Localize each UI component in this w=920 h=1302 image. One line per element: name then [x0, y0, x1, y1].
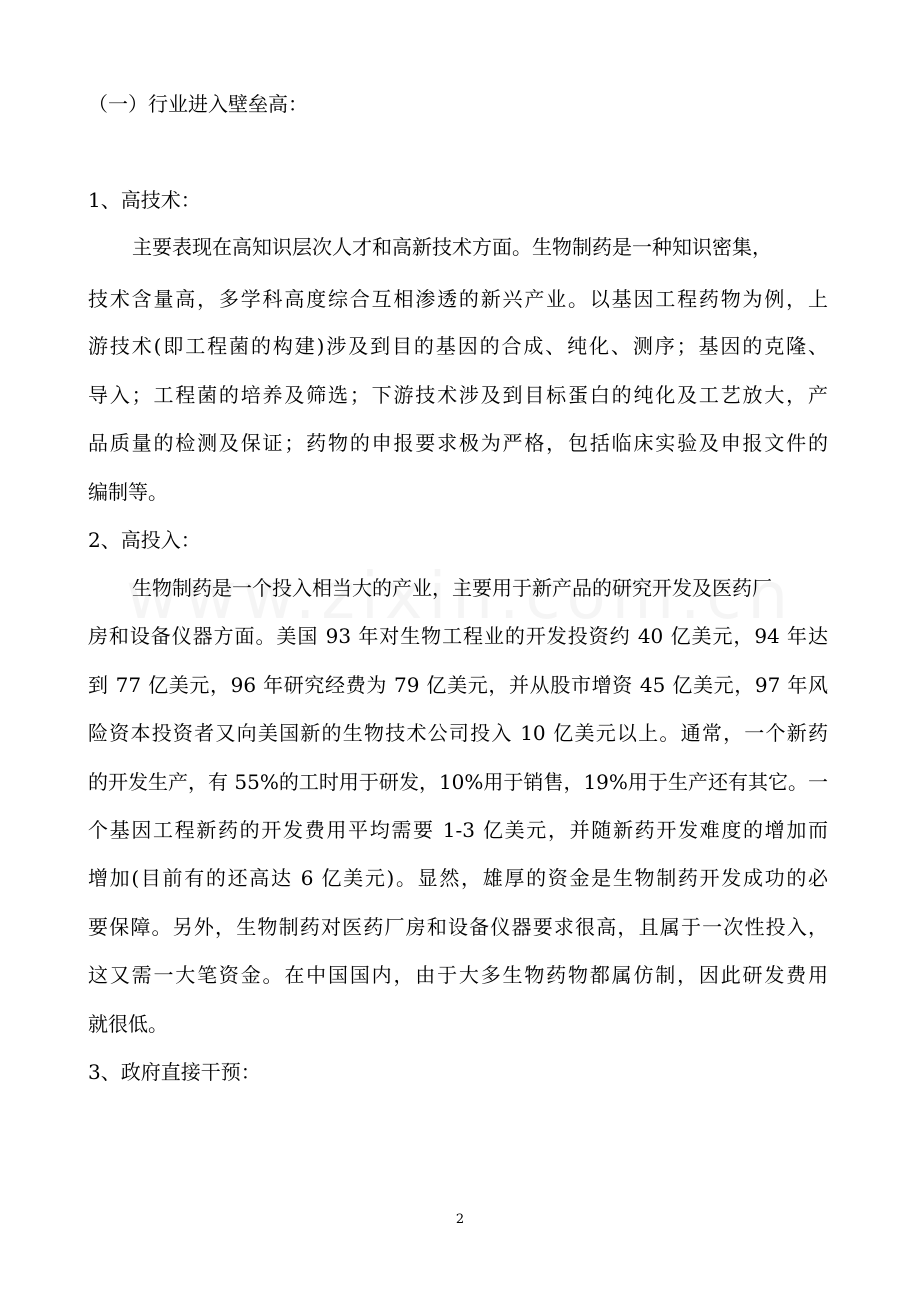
paragraph-line: 导入；工程菌的培养及筛选；下游技术涉及到目标蛋白的纯化及工艺放大，产 — [88, 383, 828, 407]
paragraph-line: 的开发生产，有 55%的工时用于研发，10%用于销售，19%用于生产还有其它。一 — [88, 770, 828, 794]
paragraph-line: 游技术(即工程菌的构建)涉及到目的基因的合成、纯化、测序；基因的克隆、 — [88, 334, 828, 358]
paragraph-line: 这又需一大笔资金。在中国国内，由于大多生物药物都属仿制，因此研发费用 — [88, 963, 828, 987]
paragraph-line: 就很低。 — [88, 1012, 168, 1036]
paragraph-line: 增加(目前有的还高达 6 亿美元)。显然，雄厚的资金是生物制药开发成功的必 — [88, 866, 828, 890]
paragraph-line: 技术含量高，多学科高度综合互相渗透的新兴产业。以基因工程药物为例，上 — [88, 287, 828, 311]
paragraph-line: 到 77 亿美元，96 年研究经费为 79 亿美元，并从股市增资 45 亿美元，97 年风 — [88, 673, 828, 697]
paragraph-line: 个基因工程新药的开发费用平均需要 1-3 亿美元，并随新药开发难度的增加而 — [88, 818, 828, 842]
subsection-title: 3、政府直接干预： — [88, 1060, 261, 1084]
paragraph-line: 生物制药是一个投入相当大的产业，主要用于新产品的研究开发及医药厂 — [132, 576, 772, 600]
paragraph-line: 编制等。 — [88, 480, 168, 504]
page-number: 2 — [455, 1212, 465, 1227]
section-heading: （一）行业进入壁垒高： — [88, 92, 308, 116]
subsection-title: 1、高技术： — [88, 188, 201, 212]
paragraph-line: 要保障。另外，生物制药对医药厂房和设备仪器要求很高，且属于一次性投入， — [88, 915, 828, 939]
paragraph-line: 险资本投资者又向美国新的生物技术公司投入 10 亿美元以上。通常，一个新药 — [88, 721, 828, 745]
subsection-title: 2、高投入： — [88, 528, 201, 552]
paragraph-line: 品质量的检测及保证；药物的申报要求极为严格，包括临床实验及申报文件的 — [88, 431, 828, 455]
paragraph-line: 房和设备仪器方面。美国 93 年对生物工程业的开发投资约 40 亿美元，94 年达 — [88, 624, 828, 648]
paragraph-line: 主要表现在高知识层次人才和高新技术方面。生物制药是一种知识密集， — [132, 235, 772, 259]
